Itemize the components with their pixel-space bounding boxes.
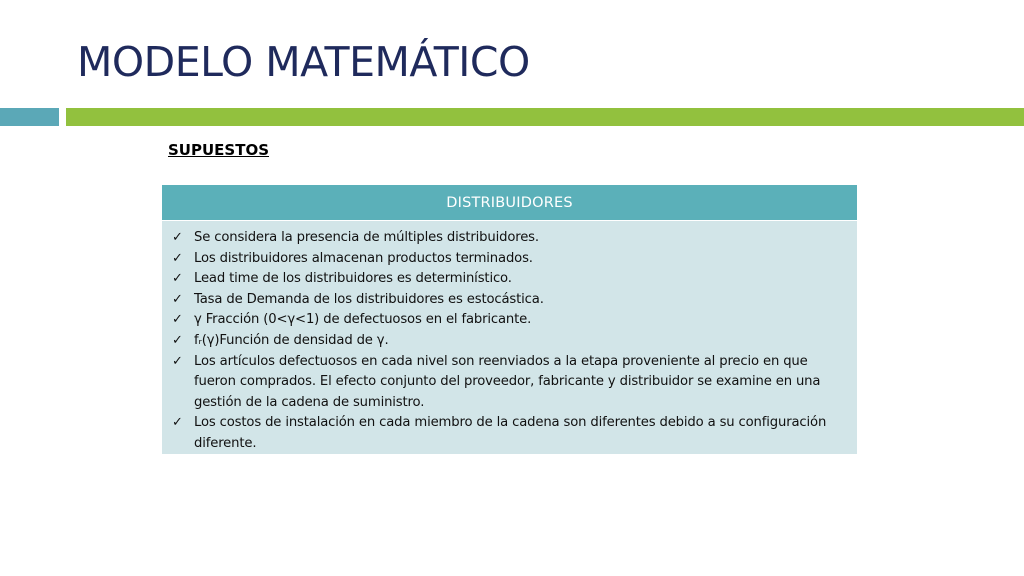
list-item-text: Los costos de instalación en cada miembro de la cadena son diferentes debido a su configuración diferente. (194, 415, 827, 451)
assumptions-table (162, 185, 857, 454)
accent-bar-green (66, 108, 1024, 126)
list-item (170, 249, 849, 270)
checkmark-icon: ✓ (172, 353, 183, 369)
checkmark-icon: ✓ (172, 271, 183, 287)
checkmark-icon: ✓ (172, 332, 183, 348)
list-item (170, 290, 849, 311)
list-item-text: Los distribuidores almacenan productos terminados. (194, 250, 533, 266)
list-item (170, 331, 849, 352)
list-item-text: Tasa de Demanda de los distribuidores es estocástica. (194, 291, 544, 307)
checkmark-icon: ✓ (172, 312, 183, 328)
table-header: DISTRIBUIDORES (162, 185, 857, 221)
list-item-text: Los artículos defectuosos en cada nivel son reenviados a la etapa proveniente al precio en que fueron comprados. El efecto conjunto del proveedor, fabricante y distribuidor se examine en una gestión de la cadena de suministro. (194, 353, 821, 410)
list-item (170, 310, 849, 331)
slide-title: MODELO MATEMÁTICO (77, 38, 530, 86)
list-item-text: Se considera la presencia de múltiples distribuidores. (194, 230, 539, 245)
accent-bar-teal (0, 108, 59, 126)
checkmark-icon: ✓ (172, 230, 183, 245)
section-heading: SUPUESTOS (168, 141, 269, 159)
list-item-text: fᵣ(γ)Función de densidad de γ. (194, 332, 389, 348)
assumptions-list (162, 221, 857, 455)
list-item (170, 269, 849, 290)
list-item (170, 228, 849, 249)
list-item (170, 352, 849, 414)
list-item-text: Lead time de los distribuidores es determinístico. (194, 271, 512, 287)
checkmark-icon: ✓ (172, 291, 183, 307)
list-item (170, 413, 849, 454)
list-item-text: γ Fracción (0<γ<1) de defectuosos en el fabricante. (194, 312, 532, 328)
checkmark-icon: ✓ (172, 415, 183, 431)
checkmark-icon: ✓ (172, 250, 183, 266)
